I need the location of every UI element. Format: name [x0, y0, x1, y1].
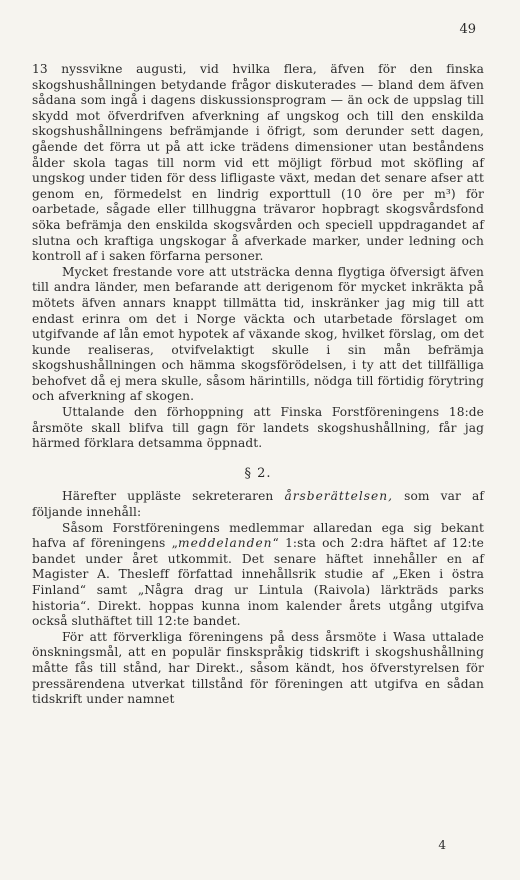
- text-segment: Såsom Forstföreningens medlemmar allaredan ega sig bekant hafva af föreningens „: [32, 520, 484, 551]
- italic-term: årsberättelsen,: [284, 489, 393, 504]
- body-text: [32, 62, 484, 708]
- italic-term: meddelanden: [178, 536, 273, 551]
- paragraph-closing-remarks: Uttalande den förhoppning att Finska Forstföreningens 18:de årsmöte skall blifva till gagn för landets skogshushållning, får jag härmed förklara detsamma öppnadt.: [32, 405, 484, 451]
- section-heading: § 2.: [244, 465, 272, 481]
- paragraph-secretary: [32, 489, 484, 520]
- paragraph-journal: För att förverkliga föreningens på dess årsmöte i Wasa uttalade önskningsmål, att en populär finskspråkig tidskrift i skogshushållning måtte fås till stånd, har Direkt., såsom kändt, hos öfverstyrelsen för pressärendena utverkat tillstånd för föreningen att utgifva en sådan tidskrift under namnet: [32, 629, 484, 707]
- text-segment: som var af följande innehåll:: [32, 489, 484, 520]
- paragraph-overview: Mycket frestande vore att utsträcka denna flygtiga öfversigt äfven till andra länder, men befarande att derigenom för mycket inkräkta på mötets äfven annars knappt tillmätta tid, inskränker jag mig till att endast erinra om det i Norge väckta och utarbetade förslaget om utgifvande af lån emot hypotek af växande skog, hvilket förslag, om det kunde realiseras, otvifvelaktigt skulle i sin mån befrämja skogshushållningen och hämma skogsförödelsen, i ty att det tillfälliga behofvet då ej mera skulle, såsom härintills, nödga till förtidig förytring och afverkning af skogen.: [32, 264, 484, 404]
- text-segment: “ 1:sta och 2:dra häftet af 12:te bandet under året utkommit. Det senare häftet innehåller en af Magister A. Thesleff författad innehållsrik studie af „Eken i östra Finland“ samt „Några drag ur Lintula (Raivola) lärkträds parks historia“. Direkt. hoppas kunna inom kalender årets utgång utgifva också sluthäftet till 12:te bandet.: [32, 536, 484, 629]
- paragraph-annual-report: [32, 521, 484, 630]
- paragraph-opening-continuation: 13 nyssvikne augusti, vid hvilka flera, äfven för den finska skogshushållningen betydande frågor diskuterades — bland dem äfven sådana som ingå i dagens diskussionsprogram — än ock de uppslag till skydd mot öfverdrifven afverkning af ungskog och till den enskilda skogshushållningens befrämjande i öfrigt, som derunder sett dagen, gående det förra ut på att icke trädens dimensioner utan beståndens ålder skola tagas till norm vid ett möjligt förbud mot sköfling af ungskog under tiden för dess lifligaste växt, medan det senare afser att genom en, förmedelst en lindrig exporttull (10 öre per m³) för oarbetade, sågade eller tillhuggna trävaror hopbragt skogsvårdsfond söka befrämja den enskilda skogsvården och speciell uppdragandet af slutna och kraftiga ungskogar å afverkade marker, under ledning och kontroll af i saken förfarna personer.: [32, 62, 484, 264]
- text-segment: Härefter uppläste sekreteraren: [62, 489, 285, 504]
- page-number: 49: [459, 22, 476, 37]
- signature-mark: 4: [438, 838, 446, 852]
